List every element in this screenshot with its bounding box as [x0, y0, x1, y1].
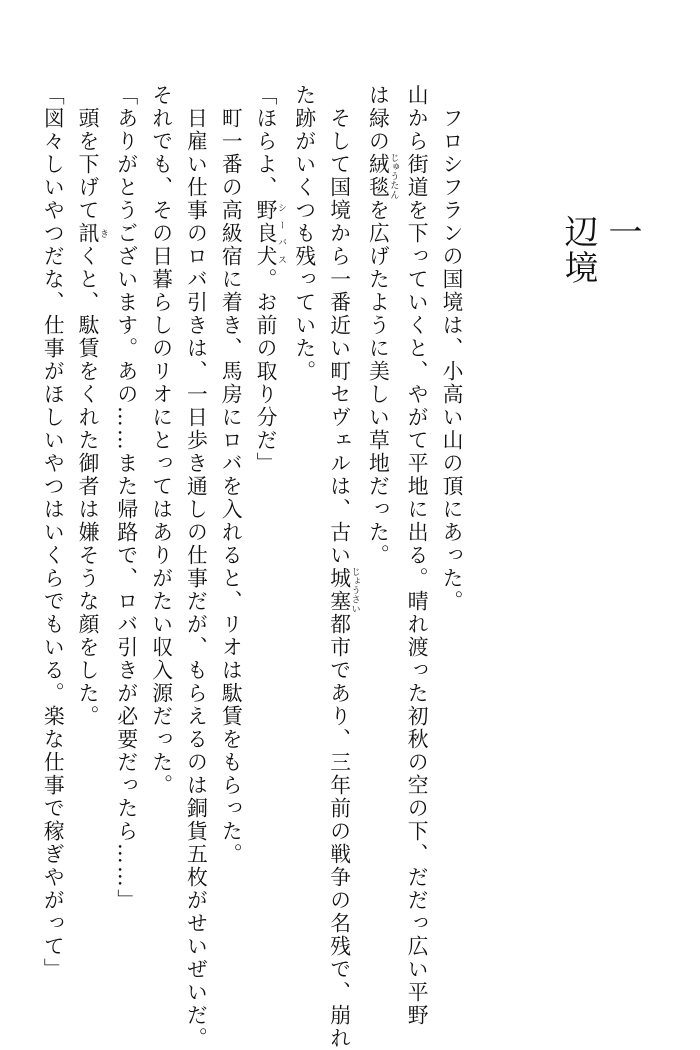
text-line: た跡がいくつも残っていた。 [291, 84, 316, 383]
text-line: それでも、その日暮らしのリオにとってはありがたい収入源だった。 [148, 84, 173, 797]
text-line: 町一番の高級宿に着き、馬房にロバを入れると、リオは駄賃をもらった。 [218, 84, 243, 866]
chapter-number: 一 [602, 214, 642, 250]
chapter-heading [556, 214, 644, 286]
text-line: 頭を下げて訊 きくと、駄賃をくれた御者は嫌そうな顔をした。 [75, 84, 109, 728]
text-line: は緑の絨毯 じゅうたんを広げたように美しい草地だった。 [365, 84, 399, 567]
ruby-annotation: 城塞 じょうさい [326, 567, 360, 613]
chapter-title: 辺境 [558, 214, 598, 286]
text-line: 日雇い仕事のロバ引きは、一日歩き通しの仕事だが、もらえるのは銅貨五枚がせいぜいだ。 [183, 84, 208, 1050]
body-text [28, 84, 468, 1050]
text-line: そして国境から一番近い町セヴェルは、古い城塞 じょうさい都市であり、三年前の戦争の名残で、崩れ [326, 84, 360, 1050]
text-line: 「ほらよ、野良犬 シーバス。お前の取り分だ」 [253, 84, 287, 475]
text-line: 「ありがとうございます。あの……また帰路で、ロバ引きが必要だったら……」 [113, 84, 138, 912]
ruby-annotation: 訊 き [75, 222, 109, 245]
ruby-annotation: 絨毯 じゅうたん [365, 153, 399, 199]
text-line: 「図々しいやつだな、仕事がほしいやつはいくらでもいる。楽な仕事で稼ぎやがって」 [40, 84, 65, 981]
text-line: フロシフランの国境は、小高い山の頂にあった。 [439, 84, 463, 613]
ruby-annotation: 野良犬 シーバス [253, 199, 287, 268]
text-line: 山から街道を下っていくと、やがて平地に出る。晴れ渡った初秋の空の下、だだっ広い平野 [404, 84, 429, 1027]
